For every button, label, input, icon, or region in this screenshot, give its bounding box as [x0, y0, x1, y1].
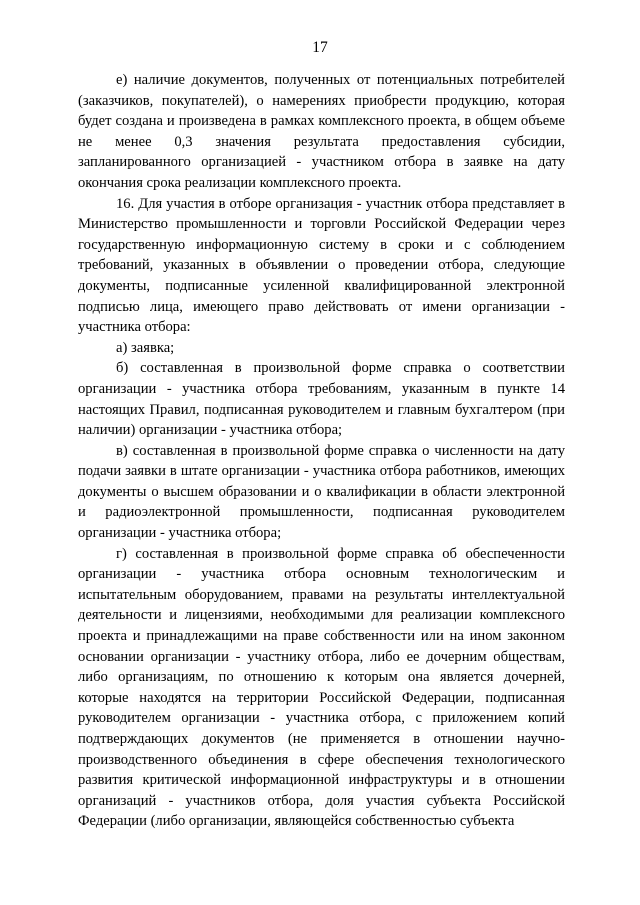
paragraph-item-b: б) составленная в произвольной форме справка о соответствии организации - участника отбора требованиям, указанным в пункте 14 настоящих Правил, подписанная руководителем и главным бухгалтером (при наличии) организации - участника отбора; [78, 360, 565, 439]
paragraph-item-g: г) составленная в произвольной форме справка об обеспеченности организации - участника отбора основным технологическим и испытательным оборудованием, правами на результаты интеллектуальной деятельности и лицензиями, необходимыми для реализации комплексного проекта и принадлежащими на праве собственности или на ином законном основании организации - участнику отбора, либо ее дочерним обществам, либо организациям, по отношению к которым она является дочерней, которые находятся на территории Российской Федерации, подписанная руководителем организации - участника отбора, с приложением копий подтверждающих документов (не применяется в отношении научно-производственного объединения в сфере обеспечения технологического развития критической информационной инфраструктуры и в отношении организаций - участников отбора, доля участия субъекта Российской Федерации (либо организации, являющейся собственностью субъекта [78, 545, 565, 830]
document-body [78, 70, 565, 832]
paragraph-item-e: е) наличие документов, полученных от потенциальных потребителей (заказчиков, покупателей), о намерениях приобрести продукцию, которая будет создана и произведена в рамках комплексного проекта, в общем объеме не менее 0,3 значения результата предоставления субсидии, запланированного организацией - участником отбора в заявке на дату окончания срока реализации комплексного проекта. [78, 72, 565, 191]
paragraph-item-v: в) составленная в произвольной форме справка о численности на дату подачи заявки в штате организации - участника отбора работников, имеющих документы о высшем образовании и о квалификации в области электронной и радиоэлектронной промышленности, подписанная руководителем организации - участника отбора; [78, 442, 565, 542]
paragraph-clause-16: 16. Для участия в отборе организация - участник отбора представляет в Министерство промышленности и торговли Российской Федерации через государственную информационную систему в сроки и с соблюдением требований, указанных в объявлении о проведении отбора, следующие документы, подписанные усиленной квалифицированной электронной подписью лица, имеющего право действовать от имени организации - участника отбора: [78, 195, 565, 336]
page-number: 17 [312, 39, 328, 56]
paragraph-item-a: а) заявка; [116, 339, 175, 356]
